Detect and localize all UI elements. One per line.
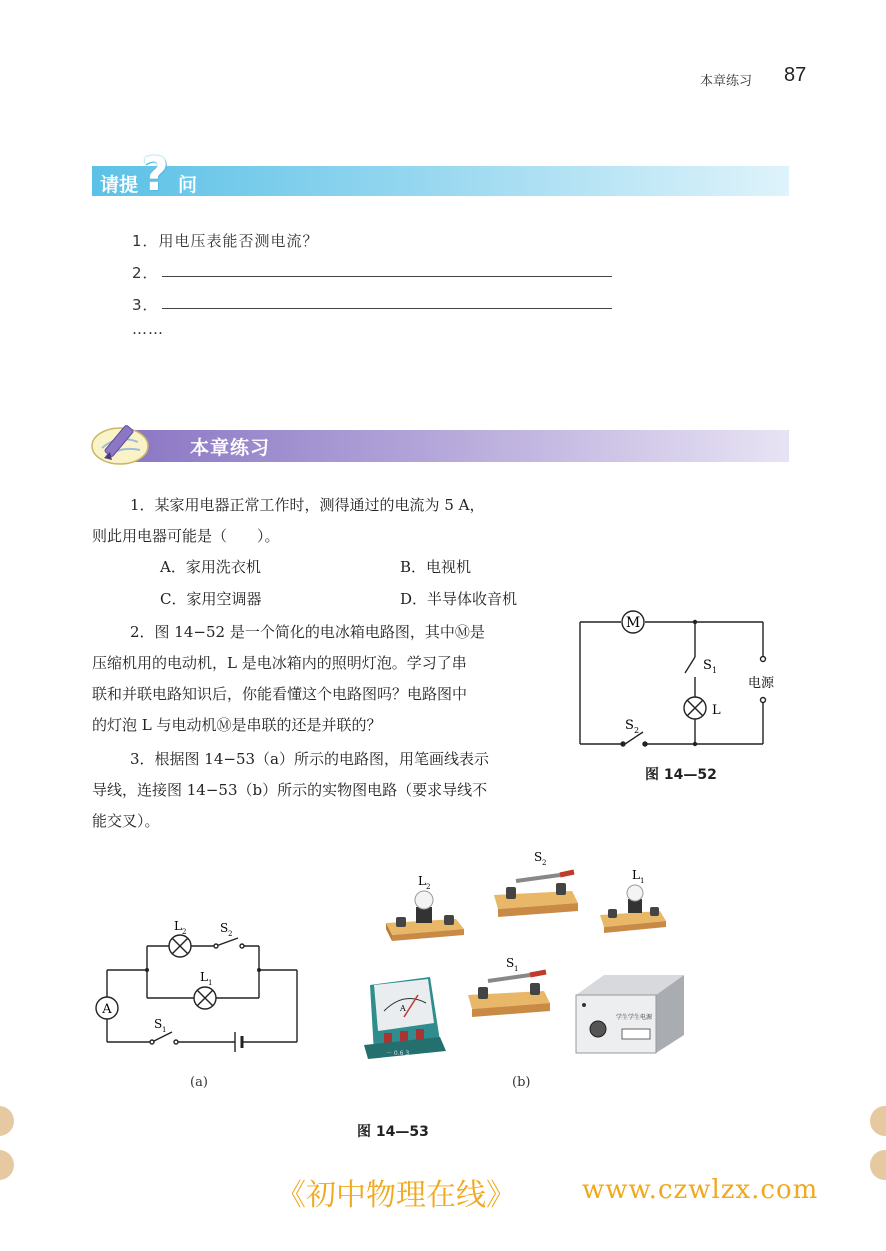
watermark-title: 《初中物理在线》 [276,1178,516,1213]
fig52-caption: 图 14—52 [645,767,717,783]
switch-s2-board[interactable] [494,872,578,917]
fig53a-s1-sub: 1 [162,1026,167,1034]
fig53b-apparatus [360,845,690,1065]
fig53a-l1-sub: 1 [208,979,213,987]
fig53a-s2-sub: 2 [228,930,233,938]
q1-option-b[interactable]: B．电视机 [400,558,472,576]
ammeter-terminal-labels: － 0.6 3 [386,1050,410,1057]
right-edge-tab [870,1150,886,1180]
fig53b-s1-sub: 1 [514,965,519,973]
bulb-l2-board[interactable] [386,891,464,941]
fig53b-s2-sub: 2 [542,859,547,867]
q1-option-d[interactable]: D．半导体收音机 [400,590,518,608]
left-edge-tab [0,1150,14,1180]
q1-option-a[interactable]: A．家用洗衣机 [160,558,261,576]
fig53a-circuit [92,910,307,1055]
fig52-motor-label: M [625,615,641,631]
bulb-l1-board[interactable] [600,885,666,933]
ammeter-dial-letter: A [400,1004,406,1013]
fig52-s1-label: S [703,658,712,673]
answer-line-2[interactable] [162,276,612,277]
fig53a-s2-label: S [220,921,229,935]
fig52-s2-sub: 2 [634,726,640,735]
ask-item-3: 3． [132,296,159,314]
q1-option-c[interactable]: C．家用空调器 [160,590,262,608]
q3-line2: 导线，连接图 14−53（b）所示的实物图电路（要求导线不 [92,781,488,799]
ask-banner-title-left: 请提 [100,174,139,196]
fig53b-s1-label: S [506,956,515,970]
q2-line2: 压缩机用的电动机，L 是电冰箱内的照明灯泡。学习了串 [92,654,467,672]
q2-line3: 联和并联电路知识后，你能看懂这个电路图吗？电路图中 [92,685,468,703]
fig53b-l2-sub: 2 [426,883,431,891]
fig53b-l1-label: L [632,868,640,882]
fig53a-l1-label: L [200,970,208,984]
ask-ellipsis: …… [132,320,164,338]
fig52-source-label: 电源 [748,676,775,691]
q2-line1: 2．图 14−52 是一个简化的电冰箱电路图，其中Ⓜ是 [130,623,485,641]
page-number: 87 [784,64,807,86]
q2-line4: 的灯泡 L 与电动机Ⓜ是串联的还是并联的？ [92,716,382,734]
running-header: 本章练习 [700,74,753,89]
fig53a-s1-label: S [154,1017,163,1031]
fig53b-label: (b) [512,1075,531,1090]
fig52-s1-sub: 1 [712,666,718,675]
fig53-caption: 图 14—53 [357,1124,429,1140]
exercise-banner-title: 本章练习 [190,437,271,459]
q1-line2: 则此用电器可能是（ ）。 [92,527,280,545]
ammeter-device[interactable] [364,977,446,1059]
left-edge-tab [0,1106,14,1136]
fig53b-l2-label: L [418,874,426,888]
fig53a-label: (a) [190,1075,208,1090]
q3-line3: 能交叉）。 [92,812,160,830]
switch-s1-board[interactable] [468,972,550,1017]
right-edge-tab [870,1106,886,1136]
question-mark-icon: ? [142,147,169,201]
fig53a-l2-sub: 2 [182,928,187,936]
pencil-paper-icon [88,418,156,468]
ask-item-2: 2． [132,264,159,282]
power-supply-text: 学生学生电源 [616,1014,653,1021]
ask-item-1: 1．用电压表能否测电流？ [132,232,319,250]
fig52-circuit [575,605,775,755]
fig53b-s2-label: S [534,850,543,864]
fig52-lamp-label: L [712,703,721,718]
ask-banner-title-right: 问 [178,174,198,196]
fig53a-l2-label: L [174,919,182,933]
fig53b-l1-sub: 1 [640,877,645,885]
fig52-s2-label: S [625,718,634,733]
answer-line-3[interactable] [162,308,612,309]
watermark-url[interactable]: www.czwlzx.com [582,1175,819,1205]
q3-line1: 3．根据图 14−53（a）所示的电路图，用笔画线表示 [130,750,489,768]
fig53a-ammeter-label: A [102,1002,112,1017]
q1-line1: 1．某家用电器正常工作时，测得通过的电流为 5 A， [130,496,485,514]
